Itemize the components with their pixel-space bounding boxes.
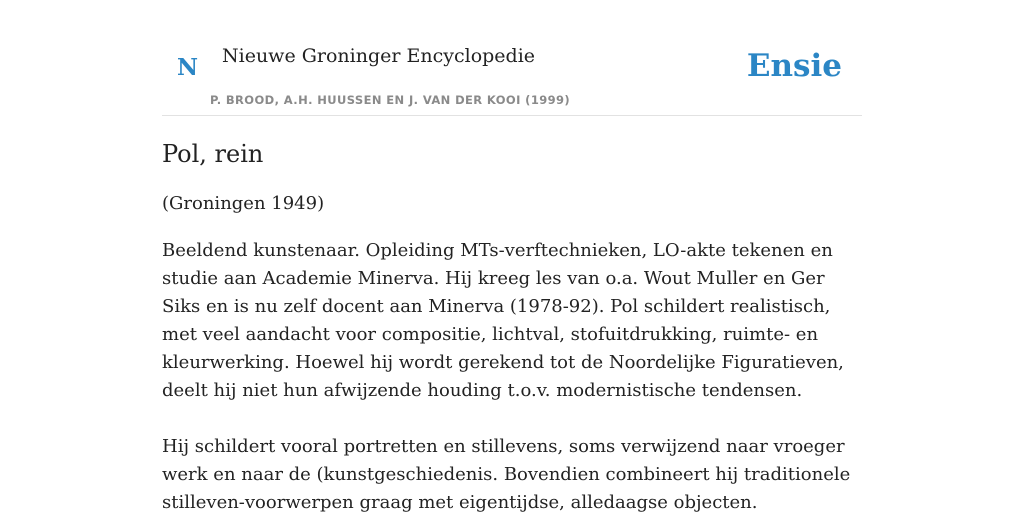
book-authors: P. BROOD, A.H. HUUSSEN EN J. VAN DER KOOI (1999)	[210, 93, 571, 107]
ensie-logo-link[interactable]: Ensie	[746, 48, 842, 84]
book-title: Nieuwe Groninger Encyclopedie	[222, 45, 536, 67]
book-logo-link[interactable]: N	[177, 54, 199, 81]
book-header	[162, 0, 862, 116]
entry-title: Pol, rein	[162, 140, 264, 168]
entry-paragraph: Hij schildert vooral portretten en stillevens, soms verwijzend naar vroeger werk en naar de (kunstgeschiedenis. Bovendien combineert hij traditionele stilleven-voorwerpen graag met eigentijdse, alledaagse objecten.	[162, 436, 851, 512]
entry-paragraph: Beeldend kunstenaar. Opleiding MTs-verftechnieken, LO-akte tekenen en studie aan Academie Minerva. Hij kreeg les van o.a. Wout Muller en Ger Siks en is nu zelf docent aan Minerva (1978-92). Pol schildert realistisch, met veel aandacht voor compositie, lichtval, stofuitdrukking, ruimte- en kleurwerking. Hoewel hij wordt gerekend tot de Noordelijke Figuratieven, deelt hij niet hun afwijzende houding t.o.v. modernistische tendensen.	[162, 240, 844, 401]
entry-content	[162, 138, 862, 512]
entry-subtitle: (Groningen 1949)	[162, 193, 325, 214]
